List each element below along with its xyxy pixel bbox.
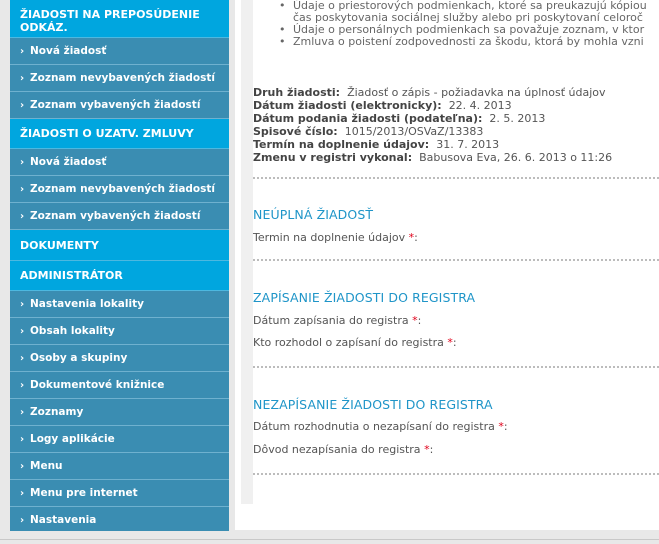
sidebar xyxy=(10,0,229,531)
sidebar-item-vybavene[interactable] xyxy=(10,92,229,119)
sidebar-item-label: Nová žiadosť xyxy=(30,45,107,57)
required-marker: * xyxy=(408,231,415,244)
section-divider xyxy=(253,177,659,179)
sidebar-item-label: Nastavenia lokality xyxy=(30,298,144,310)
field-label: Termin na doplnenie údajov xyxy=(253,231,406,244)
sidebar-item-nastavenia-lokality[interactable] xyxy=(10,291,229,318)
fact-label: Spisové číslo: xyxy=(253,125,338,138)
request-detail-panel xyxy=(253,0,659,504)
sidebar-item-label: Dokumentové knižnice xyxy=(30,379,165,391)
field-label: Kto rozhodol o zapísaní do registra xyxy=(253,336,444,349)
sidebar-item-nova-ziadost[interactable] xyxy=(10,38,229,65)
chevron-right-icon: › xyxy=(20,100,25,111)
main-content xyxy=(235,0,659,530)
sidebar-item-label: Zoznamy xyxy=(30,406,84,418)
chevron-right-icon: › xyxy=(20,73,25,84)
fact-value: Babusova Eva, 26. 6. 2013 o 11:26 xyxy=(419,151,613,164)
sidebar-item-osoby-skupiny[interactable] xyxy=(10,345,229,372)
required-marker: * xyxy=(498,420,504,433)
fact-label: Termín na doplnenie údajov: xyxy=(253,138,430,151)
chevron-right-icon: › xyxy=(20,380,25,391)
field-dovod-nezapisania[interactable] xyxy=(253,443,433,456)
section-divider xyxy=(253,366,659,368)
sidebar-item-label: Zoznam nevybavených žiadostí xyxy=(30,72,216,84)
sidebar-item-label: Osoby a skupiny xyxy=(30,352,128,364)
sidebar-item-label: Logy aplikácie xyxy=(30,433,115,445)
field-label: Dátum rozhodnutia o nezapísaní do registra xyxy=(253,420,495,433)
chevron-right-icon: › xyxy=(20,157,25,168)
sidebar-item-label: Zoznam vybavených žiadostí xyxy=(30,210,201,222)
fact-spisove-cislo xyxy=(253,125,612,138)
list-item: • Údaje o priestorových podmienkach, ktoré sa preukazujú kópiou xyxy=(275,0,647,12)
fact-value: 31. 7. 2013 xyxy=(436,138,500,151)
required-marker: * xyxy=(412,314,418,327)
sidebar-item-menu-pre-internet[interactable] xyxy=(10,480,229,507)
fact-label: Dátum žiadosti (elektronicky): xyxy=(253,99,442,112)
sidebar-item-label: Menu xyxy=(30,460,63,472)
section-title-neuplna: NEÚPLNÁ ŽIADOSŤ xyxy=(253,207,374,222)
list-item: • Údaje o personálnych podmienkach sa považuje zoznam, v ktor xyxy=(275,24,647,36)
section-divider xyxy=(253,259,659,261)
page-bottom-border xyxy=(0,539,659,540)
sidebar-item-nevybavene[interactable] xyxy=(10,176,229,203)
list-item: čas poskytovania sociálnej služby alebo pri poskytovaní celoroč xyxy=(293,11,643,24)
field-kto-rozhodol[interactable] xyxy=(253,336,457,349)
fact-value: 22. 4. 2013 xyxy=(448,99,512,112)
chevron-right-icon: › xyxy=(20,407,25,418)
fact-value: 2. 5. 2013 xyxy=(489,112,546,125)
chevron-right-icon: › xyxy=(20,211,25,222)
chevron-right-icon: › xyxy=(20,353,25,364)
field-label: Dátum zapísania do registra xyxy=(253,314,409,327)
fact-druh-ziadosti xyxy=(253,86,612,99)
sidebar-item-nastavenia[interactable] xyxy=(10,507,229,531)
section-divider xyxy=(253,473,659,475)
sidebar-item-obsah-lokality[interactable] xyxy=(10,318,229,345)
required-marker: * xyxy=(447,336,453,349)
sidebar-item-nevybavene[interactable] xyxy=(10,65,229,92)
content-gutter xyxy=(241,0,253,504)
field-label: Dôvod nezapísania do registra xyxy=(253,443,421,456)
fact-label: Druh žiadosti: xyxy=(253,86,341,99)
fact-label: Zmenu v registri vykonal: xyxy=(253,151,413,164)
fact-zmenu-vykonal xyxy=(253,151,612,164)
sidebar-item-label: Zoznam nevybavených žiadostí xyxy=(30,183,216,195)
fact-label: Dátum podania žiadosti (podateľna): xyxy=(253,112,483,125)
fact-datum-podania xyxy=(253,112,612,125)
chevron-right-icon: › xyxy=(20,326,25,337)
chevron-right-icon: › xyxy=(20,46,25,57)
field-termin-doplnenie[interactable] xyxy=(253,231,418,244)
field-datum-zapisania[interactable] xyxy=(253,314,421,327)
requirements-list xyxy=(275,0,647,48)
sidebar-section-preposudenie[interactable]: ŽIADOSTI NA PREPOSÚDENIE ODKÁZ. xyxy=(10,0,229,38)
sidebar-item-zoznamy[interactable] xyxy=(10,399,229,426)
fact-value: 1015/2013/OSVaZ/13383 xyxy=(344,125,484,138)
sidebar-section-dokumenty[interactable]: DOKUMENTY xyxy=(10,230,229,261)
field-suffix: : xyxy=(429,443,434,456)
required-marker: * xyxy=(424,443,430,456)
sidebar-item-label: Zoznam vybavených žiadostí xyxy=(30,99,201,111)
field-suffix: : xyxy=(417,314,422,327)
fact-value: Žiadosť o zápis - požiadavka na úplnosť údajov xyxy=(347,86,606,99)
sidebar-item-label: Obsah lokality xyxy=(30,325,115,337)
field-suffix: : xyxy=(414,231,418,244)
sidebar-item-vybavene[interactable] xyxy=(10,203,229,230)
chevron-right-icon: › xyxy=(20,461,25,472)
chevron-right-icon: › xyxy=(20,515,25,526)
sidebar-section-administrator[interactable]: ADMINISTRÁTOR xyxy=(10,261,229,291)
fact-termin xyxy=(253,138,612,151)
list-item: • Zmluva o poistení zodpovednosti za škodu, ktorá by mohla vzni xyxy=(275,36,647,48)
section-title-nezapisanie: NEZAPÍSANIE ŽIADOSTI DO REGISTRA xyxy=(253,397,493,412)
chevron-right-icon: › xyxy=(20,184,25,195)
content-footer-area xyxy=(241,504,659,530)
sidebar-item-menu[interactable] xyxy=(10,453,229,480)
sidebar-item-label: Menu pre internet xyxy=(30,487,138,499)
sidebar-item-label: Nastavenia xyxy=(30,514,97,526)
field-suffix: : xyxy=(503,420,508,433)
request-facts xyxy=(253,86,612,164)
chevron-right-icon: › xyxy=(20,434,25,445)
sidebar-item-nova-ziadost[interactable] xyxy=(10,149,229,176)
field-suffix: : xyxy=(452,336,457,349)
sidebar-section-uzatv-zmluvy[interactable]: ŽIADOSTI O UZATV. ZMLUVY xyxy=(10,119,229,149)
sidebar-item-logy-aplikacie[interactable] xyxy=(10,426,229,453)
sidebar-item-dokumentove-kniznice[interactable] xyxy=(10,372,229,399)
section-title-zapisanie: ZAPÍSANIE ŽIADOSTI DO REGISTRA xyxy=(253,290,476,305)
chevron-right-icon: › xyxy=(20,299,25,310)
fact-datum-ziadosti xyxy=(253,99,612,112)
field-datum-rozhodnutia[interactable] xyxy=(253,420,508,433)
sidebar-item-label: Nová žiadosť xyxy=(30,156,107,168)
chevron-right-icon: › xyxy=(20,488,25,499)
